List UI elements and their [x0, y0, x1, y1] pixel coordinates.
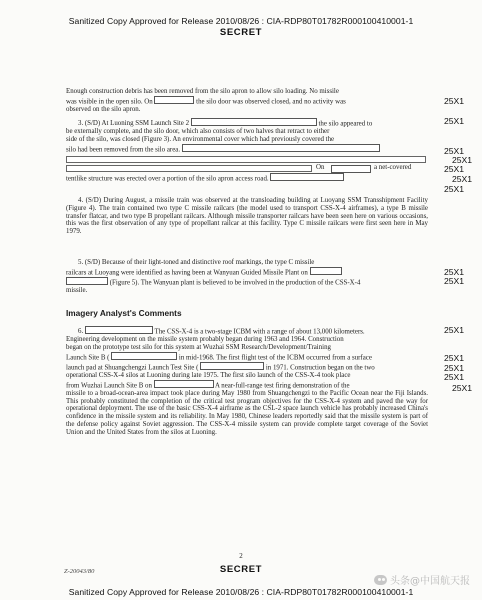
paragraph-6-s7-b: A near-full-range test firing demonstration of the: [214, 381, 350, 389]
paragraph-top-line1: Enough construction debris has been removed from the silo apron to allow silo loading. No missile: [66, 88, 339, 95]
paragraph-6-s4-b: in mid-1968. The first flight test of the ICBM occurred from a surface: [178, 353, 372, 361]
paragraph-3-net-covered: a net-covered: [374, 164, 412, 171]
paragraph-3-after-box: the silo appeared to: [318, 120, 373, 128]
paragraph-3-line2: be externally complete, and the silo door, which also consists of two halves that retract to either: [66, 128, 330, 136]
paragraph-3-line7: [66, 173, 428, 183]
redaction-box: [200, 362, 264, 370]
release-header: Sanitized Copy Approved for Release 2010/08/26 : CIA-RDP80T01782R000100410001-1: [68, 16, 414, 26]
margin-code: 25X1: [444, 116, 465, 126]
margin-code: 25X1: [444, 353, 465, 363]
watermark-text: 头条@中国航天报: [390, 576, 470, 587]
paragraph-6-s5-a: launch pad at Shuangchengzi Launch Test Site (: [66, 364, 199, 372]
paragraph-5-line3-b: (Figure 5). The Wanyuan plant is believed to be involved in the production of the CSS-X-4: [109, 279, 361, 287]
page-number: 2: [239, 552, 243, 560]
top-classification: SECRET: [219, 27, 263, 38]
margin-code: 25X1: [444, 325, 465, 335]
paragraph-top-line2-a: was visible in the open silo. On: [66, 98, 153, 106]
margin-code: 25X1: [452, 383, 473, 393]
paragraph-5-line1: 5. (S/D) Because of their light-toned and distinctive roof markings, the type C missile: [78, 259, 315, 266]
paragraph-5: [66, 259, 428, 295]
margin-code: 25X1: [444, 372, 465, 382]
paragraph-3: [66, 118, 428, 154]
paragraph-6-s7-a: from Wuzhai Launch Site B on: [66, 381, 152, 389]
paragraph-3-line4-text: silo had been removed from the silo area.: [66, 145, 181, 153]
paragraph-6-line1: [66, 326, 428, 336]
section-heading: Imagery Analyst's Comments: [66, 308, 182, 318]
paragraph-5-line2: [66, 267, 428, 277]
redaction-box: [111, 352, 177, 360]
release-footer: Sanitized Copy Approved for Release 2010/08/26 : CIA-RDP80T01782R000100410001-1: [68, 587, 414, 597]
margin-code: 25X1: [452, 174, 473, 184]
redaction-box: [154, 96, 194, 104]
paragraph-top: [66, 88, 428, 114]
redaction-box: [191, 118, 317, 126]
watermark: [374, 572, 470, 587]
paragraph-3-line3: side of the silo, was closed (Figure 3). An environmental cover which had previously covered the: [66, 135, 335, 143]
paragraph-6-s1: The CSS-X-4 is a two-stage ICBM with a range of about 13,000 kilometers.: [154, 328, 365, 336]
margin-code: 25X1: [452, 155, 473, 165]
document-control-number: Z-20043/80: [64, 568, 95, 575]
redaction-box: [66, 277, 108, 285]
paragraph-5-line3: [66, 277, 428, 287]
margin-code: 25X1: [444, 184, 465, 194]
redaction-box: [310, 267, 342, 275]
redaction-box: [154, 380, 214, 388]
margin-code: 25X1: [444, 267, 465, 277]
paragraph-6-s3: began on the prototype test silo for this system at Wuzhai SSM Research/Development/Training: [66, 343, 331, 351]
margin-code: 25X1: [444, 276, 465, 286]
paragraph-6-line7: [66, 380, 428, 390]
paragraph-top-line2: [66, 96, 428, 106]
redaction-line: [66, 156, 426, 163]
margin-code: 25X1: [444, 363, 465, 373]
paragraph-6-s2: Engineering development on the missile system probably began during 1963 and 1964. Construction: [66, 336, 344, 344]
redaction-box: [85, 326, 153, 334]
paragraph-6-num: 6.: [78, 328, 84, 336]
paragraph-3-on: On: [316, 164, 325, 171]
paragraph-5-line4: missile.: [66, 286, 88, 294]
paragraph-5-line2-a: railcars at Luoyang were identified as having been at Wanyuan Guided Missile Plant on: [66, 269, 308, 277]
paragraph-top-line2-b: the silo door was observed closed, and no activity was: [196, 98, 346, 106]
bottom-classification: SECRET: [219, 564, 263, 575]
paragraph-top-line3: observed on the silo apron.: [66, 105, 141, 113]
paragraph-6-line4: [66, 352, 428, 362]
redaction-box: [182, 144, 380, 152]
chat-bubble-icon: [374, 575, 387, 585]
margin-code: 25X1: [444, 96, 465, 106]
paragraph-6: [66, 326, 428, 437]
paragraph-3-line1: [66, 118, 428, 128]
paragraph-6-s5-b: in 1971. Construction began on the two: [265, 364, 375, 372]
paragraph-6-line5: [66, 362, 428, 372]
paragraph-3-lead: 3. (S/D) At Luoning SSM Launch Site 2: [78, 120, 190, 128]
paragraph-3-line7-text: tentlike structure was erected over a portion of the silo apron access road.: [66, 175, 269, 183]
redaction-line: [66, 165, 312, 172]
margin-code: 25X1: [444, 146, 465, 156]
margin-code: 25X1: [444, 164, 465, 174]
paragraph-3-line4: [66, 144, 428, 154]
paragraph-6-s6: operational CSS-X-4 silos at Luoning during late 1975. The first silo launch of the CSS-X-4 took place: [66, 371, 351, 379]
redaction-box: [270, 173, 344, 181]
paragraph-6-s4-a: Launch Site B (: [66, 353, 110, 361]
paragraph-4: 4. (S/D) During August, a missile train was observed at the transloading building at Luoyang SSM Transshipment Facility (Figure 4). The train contained two type C missile railcars (the model used to transport CSS-X-4 airframes), a type B missile transfer flatcar, and two type B propellant railcars. Although missile transporter railcars have been seen here on various occasions, this was the first observation of any type of propellant railcar at this facility. Type C missile railcars were first seen here in May 1979.: [66, 197, 428, 236]
paragraph-6-rest: missile to a broad-ocean-area impact took place during May 1980 from Shuangchengzi to the Pacific Ocean near the Fiji Islands. This probably constituted the completion of the critical test program objectives for the CSS-X-4 system and paved the way for operational deployment. The use of the basic CSS-X-4 airframe as the CSL-2 space launch vehicle has probably increased China's confidence in the missile system and its reliability. In May 1980, Chinese leaders reportedly said that the missile system is part of the defense policy against Soviet aggression. The CSS-X-4 missile system can provide complete target coverage of the Soviet Union and the United States from the silos at Luoning.: [66, 389, 428, 436]
